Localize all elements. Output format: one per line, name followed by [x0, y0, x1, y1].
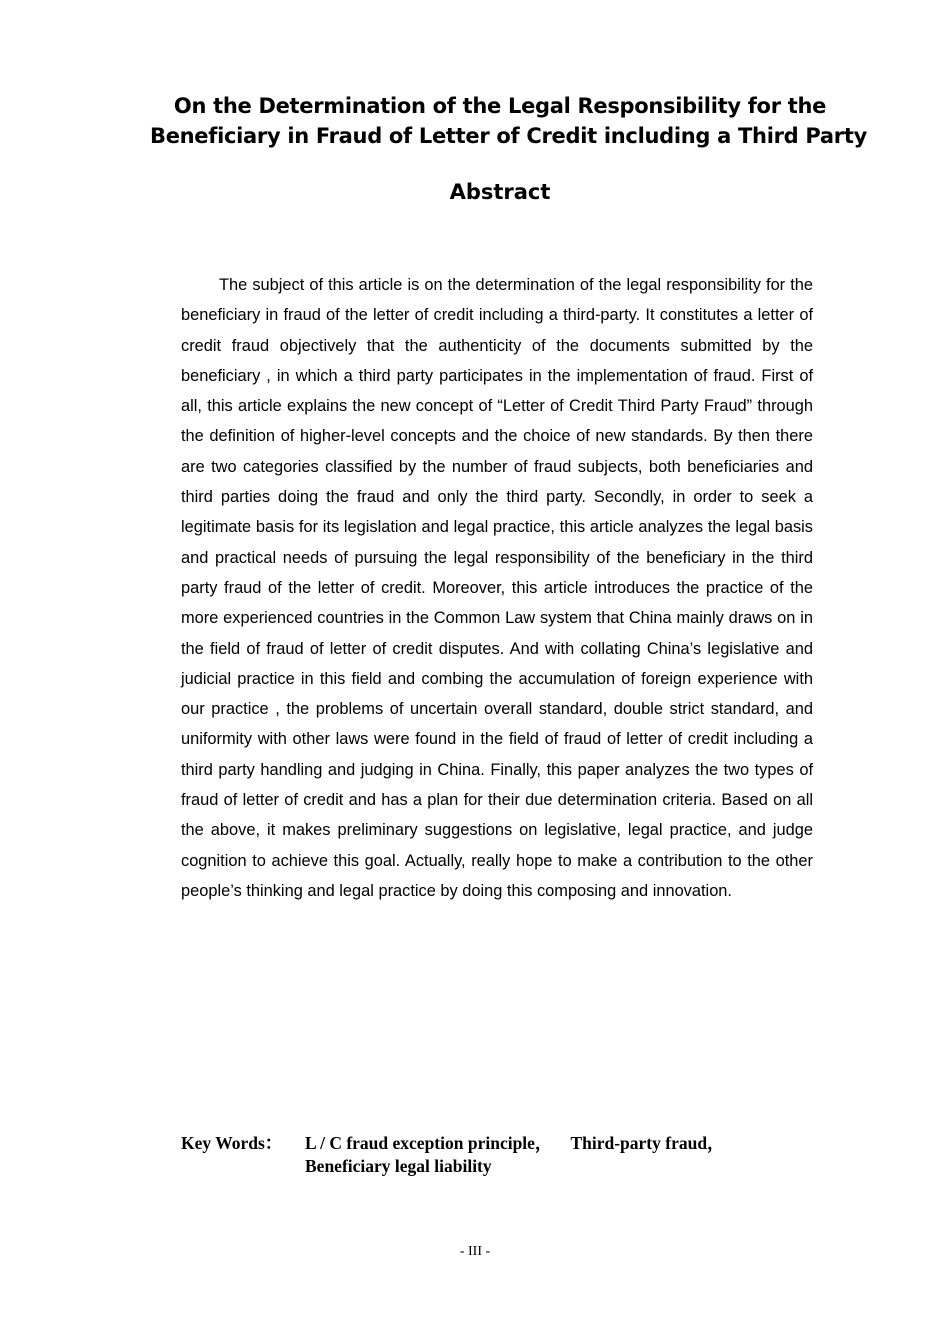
keywords-list	[305, 1132, 805, 1178]
keywords-label: Key Words：	[181, 1133, 283, 1153]
keyword-item: Third-party fraud，	[570, 1133, 725, 1153]
keyword-item: Beneficiary legal liability	[305, 1156, 492, 1176]
paper-title	[150, 91, 867, 151]
abstract-heading: Abstract	[449, 180, 551, 204]
abstract-body: The subject of this article is on the determination of the legal responsibility for the beneficiary in fraud of the letter of credit including a third-party. It constitutes a letter of credit fraud objectively that the authenticity of the documents submitted by the beneficiary , in which a third party participates in the implementation of fraud. First of all, this article explains the new concept of “Letter of Credit Third Party Fraud” through the definition of higher-level concepts and the choice of new standards. By then there are two categories classified by the number of fraud subjects, both beneficiaries and third parties doing the fraud and only the third party. Secondly, in order to seek a legitimate basis for its legislation and legal practice, this article analyzes the legal basis and practical needs of pursuing the legal responsibility of the beneficiary in the third party fraud of the letter of credit. Moreover, this article introduces the practice of the more experienced countries in the Common Law system that China mainly draws on in the field of fraud of letter of credit disputes. And with collating China’s legislative and judicial practice in this field and combing the accumulation of foreign experience with our practice , the problems of uncertain overall standard, double strict standard, and uniformity with other laws were found in the field of fraud of letter of credit including a third party handling and judging in China. Finally, this paper analyzes the two types of fraud of letter of credit and has a plan for their due determination criteria. Based on all the above, it makes preliminary suggestions on legislative, legal practice, and judge cognition to achieve this goal. Actually, really hope to make a contribution to the other people’s thinking and legal practice by doing this composing and innovation.	[181, 276, 813, 900]
page-number: - III -	[459, 1244, 491, 1259]
paper-title-line-2: Beneficiary in Fraud of Letter of Credit including a Third Party	[150, 124, 867, 148]
paper-title-line-1: On the Determination of the Legal Responsibility for the	[173, 94, 827, 118]
keyword-item: L / C fraud exception principle，	[305, 1133, 553, 1153]
